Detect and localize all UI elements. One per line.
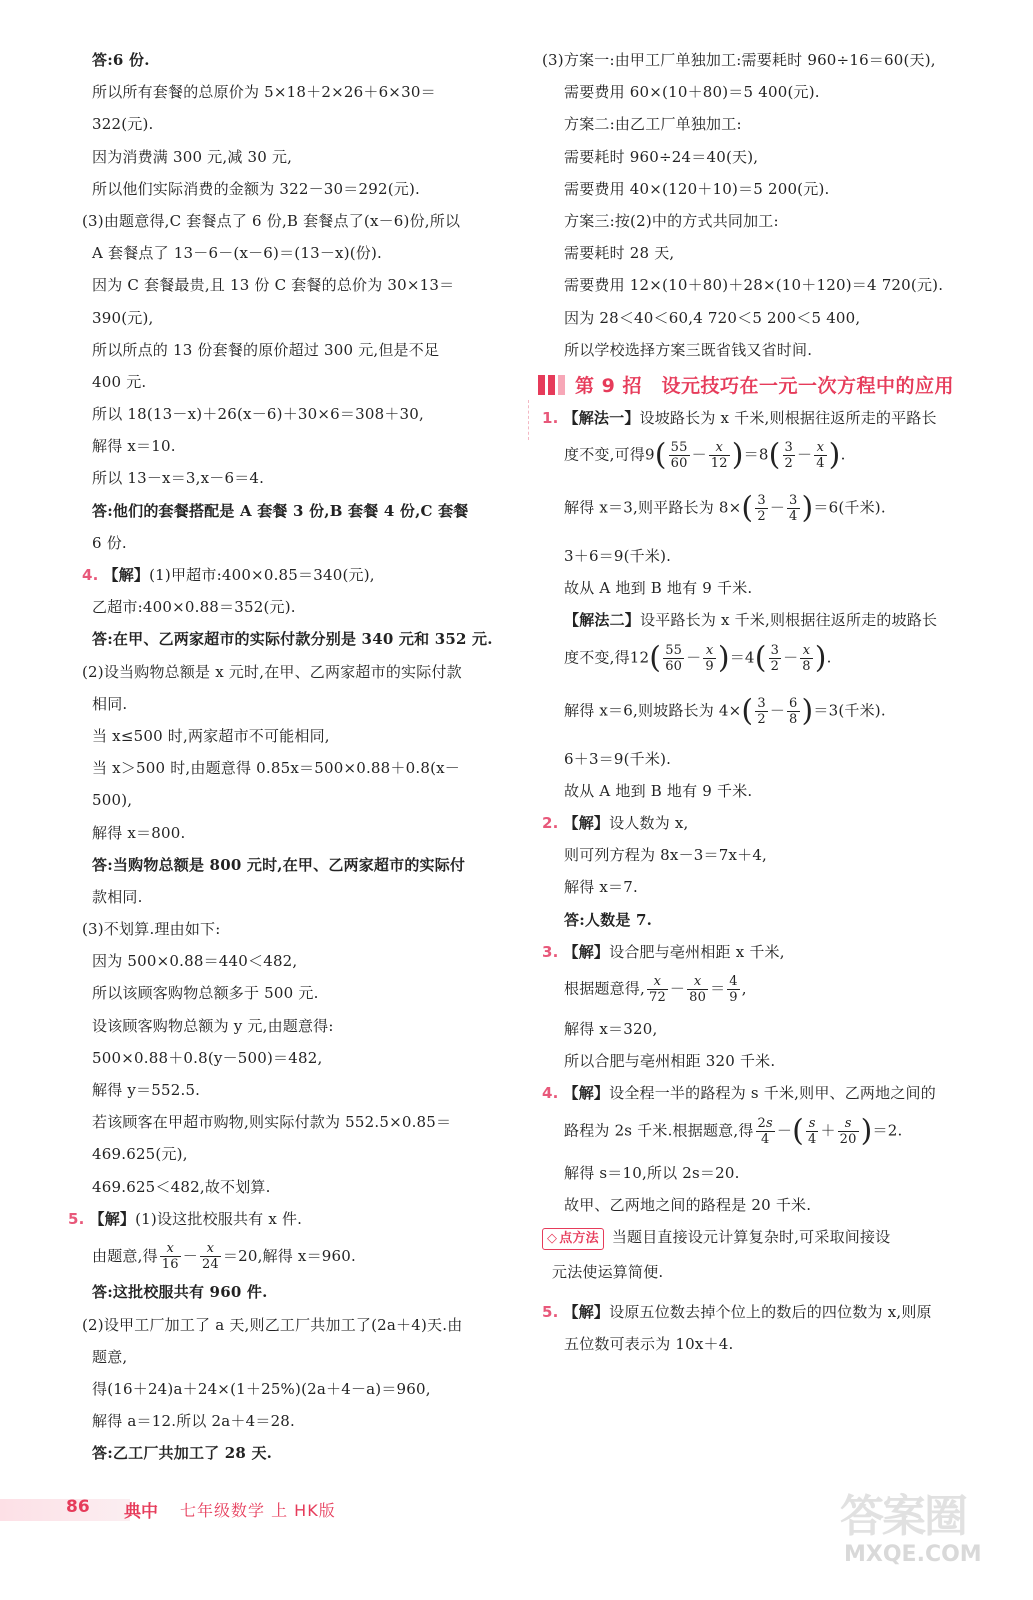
text-line: (3)由题意得,C 套餐点了 6 份,B 套餐点了(x－6)份,所以 <box>82 211 461 230</box>
text-line: 则可列方程为 8x－3＝7x＋4, <box>564 846 768 865</box>
text-line: (3)方案一:由甲工厂单独加工:需要耗时 960÷16＝60(天), <box>542 51 936 69</box>
section-header <box>538 372 992 398</box>
question-3 <box>542 942 992 962</box>
solution-tag: 【解】 <box>563 1084 610 1103</box>
text: ＝20,解得 x＝960. <box>222 1246 356 1265</box>
text-line: 故从 A 地到 B 地有 9 千米. <box>564 579 753 598</box>
text: ＝3(千米). <box>813 701 886 720</box>
text-line: 元法使运算简便. <box>552 1263 664 1282</box>
footer-band <box>0 1499 130 1521</box>
text-line: 题意, <box>92 1347 128 1366</box>
equation-line: 解得 x＝6,则坡路长为 4×( $\frac{3}{2}$ － $\frac{6}{8}$ )＝3(千米). <box>564 693 886 729</box>
question-number: 3. <box>542 942 559 961</box>
text-line: 故甲、乙两地之间的路程是 20 千米. <box>564 1195 812 1214</box>
question-5 <box>68 1209 514 1229</box>
fraction: $\frac{x}{80}$ <box>689 973 707 1005</box>
text-line: 若该顾客在甲超市购物,则实际付款为 552.5×0.85＝ <box>92 1113 452 1132</box>
text-line: 解得 x＝10. <box>92 437 176 456</box>
method-note <box>542 1227 992 1250</box>
solution-tag: 【解】 <box>103 566 150 584</box>
text: 解得 x＝6,则坡路长为 4× <box>564 701 742 720</box>
column-divider <box>528 400 529 440</box>
answer-line: 答:他们的套餐搭配是 A 套餐 3 份,B 套餐 4 份,C 套餐 <box>92 501 469 520</box>
text-line: 322(元). <box>92 115 154 134</box>
fraction: $\frac{55}{60}$ <box>670 440 688 472</box>
text-line: (1)设这批校服共有 x 件. <box>135 1209 303 1228</box>
fraction: $\frac{3}{4}$ <box>789 493 798 525</box>
text-line: (2)设当购物总额是 x 元时,在甲、乙两家超市的实际付款 <box>82 662 462 681</box>
answer-line: 答:当购物总额是 800 元时,在甲、乙两家超市的实际付 <box>92 855 466 874</box>
text-line: A 套餐点了 13－6－(x－6)＝(13－x)(份). <box>92 244 383 263</box>
text: ＝6(千米). <box>813 498 886 517</box>
text-line: 相同. <box>92 694 128 713</box>
text-line: 需要耗时 28 天, <box>564 244 675 263</box>
text-line: 需要费用 40×(120＋10)＝5 200(元). <box>564 179 830 198</box>
text: 设合肥与亳州相距 x 千米, <box>609 942 785 961</box>
solution-tag: 【解法二】 <box>564 611 641 630</box>
text-line: 所以合肥与亳州相距 320 千米. <box>564 1052 776 1071</box>
text-line <box>542 610 992 630</box>
text-line: 因为 C 套餐最贵,且 13 份 C 套餐的总价为 30×13＝ <box>92 276 455 295</box>
text-line: 需要费用 12×(10＋80)＋28×(10＋120)＝4 720(元). <box>564 276 944 295</box>
text-line: 五位数可表示为 10x＋4. <box>564 1335 734 1354</box>
solution-tag: 【解法一】 <box>563 408 640 427</box>
text-line: 需要耗时 960÷24＝40(天), <box>564 147 759 166</box>
text-line: 方案三:按(2)中的方式共同加工: <box>564 211 779 230</box>
question-5 <box>542 1302 992 1322</box>
text-line: 所以所点的 13 份套餐的原价超过 300 元,但是不足 <box>92 340 440 359</box>
text: 设平路长为 x 千米,则根据往返所走的坡路长 <box>640 611 938 630</box>
answer-line: 答:在甲、乙两家超市的实际付款分别是 340 元和 352 元. <box>92 630 493 649</box>
method-note-badge <box>542 1228 604 1250</box>
question-1 <box>542 408 992 428</box>
question-4 <box>82 565 514 585</box>
text: 设人数为 x, <box>609 814 689 832</box>
text-line: 解得 x＝320, <box>564 1019 658 1038</box>
text-line: 当 x＞500 时,由题意得 0.85x＝500×0.88＋0.8(x－ <box>92 759 460 778</box>
text-line: 所以 18(13－x)＋26(x－6)＋30×6＝308＋30, <box>92 405 424 424</box>
text-line: 所以该顾客购物总额多于 500 元. <box>92 984 319 1003</box>
question-4 <box>542 1083 992 1103</box>
fraction: $\frac{3}{2}$ <box>757 695 766 727</box>
question-number: 2. <box>542 814 559 832</box>
answer-line: 答:人数是 7. <box>564 910 653 929</box>
text-line: 因为 28＜40＜60,4 720＜5 200＜5 400, <box>564 308 861 327</box>
text-line: 得(16＋24)a＋24×(1＋25%)(2a＋4－a)＝960, <box>92 1380 431 1398</box>
text: 度不变,可得 <box>564 445 645 464</box>
text-line: 所以 13－x＝3,x－6＝4. <box>92 469 265 488</box>
text-line <box>82 50 514 70</box>
solution-tag: 【解】 <box>563 1303 610 1322</box>
question-2 <box>542 813 992 833</box>
answer-line: 答:这批校服共有 960 件. <box>92 1283 268 1302</box>
text-line: 解得 y＝552.5. <box>92 1081 201 1099</box>
text-line: 469.625＜482,故不划算. <box>92 1177 271 1196</box>
text: 路程为 2s 千米.根据题意,得 <box>564 1121 754 1139</box>
text: 当题目直接设元计算复杂时,可采取间接设 <box>611 1227 891 1246</box>
solution-tag: 【解】 <box>563 942 610 961</box>
text: 由题意,得 <box>92 1246 158 1265</box>
text-line: 当 x≤500 时,两家超市不可能相同, <box>92 726 330 745</box>
text-line: 所以他们实际消费的金额为 322－30＝292(元). <box>92 179 420 198</box>
page-footer <box>0 1495 400 1527</box>
watermark <box>840 1480 1020 1590</box>
equation-line: 度不变,可得9( $\frac{55}{60}$ － $\frac{x}{12}$ )＝8( $\frac{3}{2}$ － $\frac{x}{4}$ ). <box>564 437 846 473</box>
text-line: 因为 500×0.88＝440＜482, <box>92 952 298 971</box>
question-number: 5. <box>68 1209 85 1228</box>
fraction: $\frac{4}{9}$ <box>729 973 738 1005</box>
equation-line: 路程为 2s 千米.根据题意,得 $\frac{2s}{4}$ －( $\frac{s}{4}$ ＋ $\frac{s}{20}$ )＝2. <box>564 1113 903 1148</box>
equation-line: 由题意,得 $\frac{x}{16}$ － $\frac{x}{24}$ ＝20,解得 x＝960. <box>92 1241 356 1273</box>
text-line: 因为消费满 300 元,减 30 元, <box>92 147 293 166</box>
question-number: 1. <box>542 408 559 427</box>
text-line: 解得 x＝800. <box>92 823 186 842</box>
text-line: 解得 s＝10,所以 2s＝20. <box>564 1163 740 1182</box>
equation-line: 解得 x＝3,则平路长为 8×( $\frac{3}{2}$ － $\frac{3}{4}$ )＝6(千米). <box>564 490 886 526</box>
fraction: $\frac{x}{8}$ <box>802 642 811 674</box>
fraction: $\frac{2s}{4}$ <box>757 1115 773 1147</box>
fraction: $\frac{x}{16}$ <box>161 1241 179 1273</box>
text: 设坡路长为 x 千米,则根据往返所走的平路长 <box>639 408 937 427</box>
watermark-logo: 答案圈 <box>840 1491 966 1542</box>
text-line: 6 份. <box>92 533 127 552</box>
text-line: (2)设甲工厂加工了 a 天,则乙工厂共加工了(2a＋4)天.由 <box>82 1315 463 1334</box>
text-line: 所以所有套餐的总原价为 5×18＋2×26＋6×30＝ <box>92 83 436 102</box>
equation-line: 度不变,得12( $\frac{55}{60}$ － $\frac{x}{9}$ )＝4( $\frac{3}{2}$ － $\frac{x}{8}$ ). <box>564 640 832 676</box>
fraction: $\frac{s}{20}$ <box>839 1115 857 1147</box>
text: 设全程一半的路程为 s 千米,则甲、乙两地之间的 <box>609 1084 936 1103</box>
fraction: $\frac{x}{24}$ <box>201 1241 219 1273</box>
text-line: 6＋3＝9(千米). <box>564 749 672 768</box>
text-line: 故从 A 地到 B 地有 9 千米. <box>564 781 753 800</box>
section-bars-icon <box>538 375 565 395</box>
brand-logo: 典中 <box>124 1502 158 1522</box>
text-line: 469.625(元), <box>92 1145 188 1164</box>
fraction: $\frac{55}{60}$ <box>665 642 683 674</box>
left-column <box>68 50 514 1476</box>
text-line: 390(元), <box>92 308 154 327</box>
text-line: 400 元. <box>92 372 147 391</box>
text-line: 500×0.88＋0.8(y－500)＝482, <box>92 1048 323 1067</box>
diamond-icon: ◇ <box>547 1230 558 1246</box>
answer-line: 答:6 份. <box>92 51 150 69</box>
question-number: 4. <box>82 566 99 584</box>
text-line: 需要费用 60×(10＋80)＝5 400(元). <box>564 83 820 102</box>
right-column <box>542 50 992 1366</box>
question-number: 5. <box>542 1303 559 1322</box>
text-line: 乙超市:400×0.88＝352(元). <box>92 598 296 617</box>
text: 度不变,得 <box>564 648 630 667</box>
text-line: 3＋6＝9(千米). <box>564 547 672 566</box>
solution-tag: 【解】 <box>563 814 610 832</box>
fraction: $\frac{s}{4}$ <box>807 1115 817 1147</box>
fraction: $\frac{3}{2}$ <box>784 440 793 472</box>
text-line: 500), <box>92 791 133 810</box>
solution-tag: 【解】 <box>89 1209 136 1228</box>
text-line: 所以学校选择方案三既省钱又省时间. <box>564 340 813 359</box>
question-number: 4. <box>542 1084 559 1103</box>
text: 根据题意得, <box>564 979 645 998</box>
fraction: $\frac{x}{72}$ <box>648 973 666 1005</box>
text-line: (1)甲超市:400×0.85＝340(元), <box>149 566 375 584</box>
text-line: 解得 a＝12.所以 2a＋4＝28. <box>92 1412 296 1431</box>
text-line: (3)不划算.理由如下: <box>82 920 221 939</box>
book-title: 七年级数学 上 HK版 <box>180 1501 336 1520</box>
text-line: 解得 x＝7. <box>564 878 638 897</box>
fraction: $\frac{x}{4}$ <box>816 440 825 472</box>
text-line: 设该顾客购物总额为 y 元,由题意得: <box>92 1016 334 1035</box>
equation-line: 根据题意得, $\frac{x}{72}$ － $\frac{x}{80}$ ＝ $\frac{4}{9}$ , <box>564 973 747 1005</box>
fraction: $\frac{x}{12}$ <box>710 440 728 472</box>
text: 设原五位数去掉个位上的数后的四位数为 x,则原 <box>609 1303 932 1322</box>
text: 解得 x＝3,则平路长为 8× <box>564 498 742 517</box>
text-line: 款相同. <box>92 887 143 906</box>
method-note-label: 点方法 <box>559 1230 599 1246</box>
fraction: $\frac{6}{8}$ <box>789 695 798 727</box>
text-line: 方案二:由乙工厂单独加工: <box>564 115 742 134</box>
answer-line: 答:乙工厂共加工了 28 天. <box>92 1444 273 1463</box>
fraction: $\frac{3}{2}$ <box>757 493 766 525</box>
page-number: 86 <box>66 1497 90 1517</box>
fraction: $\frac{x}{9}$ <box>705 642 714 674</box>
watermark-url: MXQE.COM <box>844 1542 982 1567</box>
fraction: $\frac{3}{2}$ <box>770 642 780 674</box>
section-title: 第 9 招 设元技巧在一元一次方程中的应用 <box>575 375 954 398</box>
